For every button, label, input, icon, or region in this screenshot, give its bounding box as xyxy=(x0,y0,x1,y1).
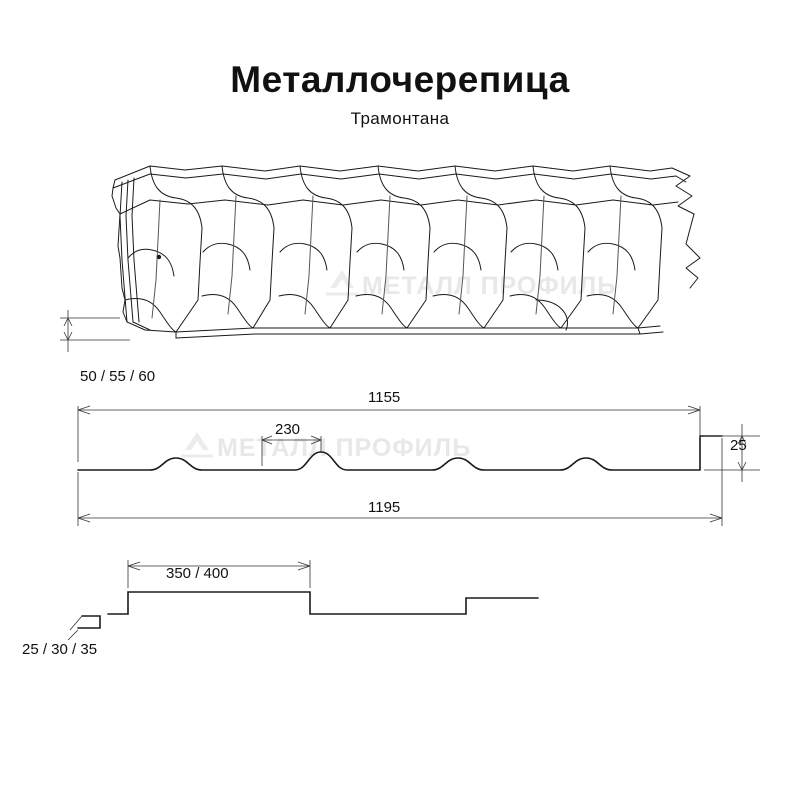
dimension-label-step-width: 230 xyxy=(275,421,301,438)
watermark-group xyxy=(181,270,616,462)
dimension-label-rib-height: 25 xyxy=(730,437,747,454)
dimension-label-height-options: 50 / 55 / 60 xyxy=(80,368,156,385)
page-title: Металлочерепица xyxy=(230,59,570,100)
watermark-logo-icon xyxy=(326,270,358,294)
dimension-label-step-height: 25 / 30 / 35 xyxy=(22,641,98,658)
section-dimensions xyxy=(78,406,760,526)
dimension-label-overall-width: 1155 xyxy=(368,389,401,406)
side-profile-view xyxy=(78,592,538,628)
watermark-logo-icon xyxy=(181,432,213,456)
watermark-text: МЕТАЛЛ ПРОФИЛЬ xyxy=(217,434,472,462)
dimension-label-step-length: 350 / 400 xyxy=(166,565,229,582)
dimension-height-options xyxy=(60,310,130,352)
dimension-label-total-width: 1195 xyxy=(368,499,401,516)
watermark-text: МЕТАЛЛ ПРОФИЛЬ xyxy=(362,272,617,300)
perspective-view xyxy=(112,166,700,338)
page-subtitle: Трамонтана xyxy=(350,108,450,128)
